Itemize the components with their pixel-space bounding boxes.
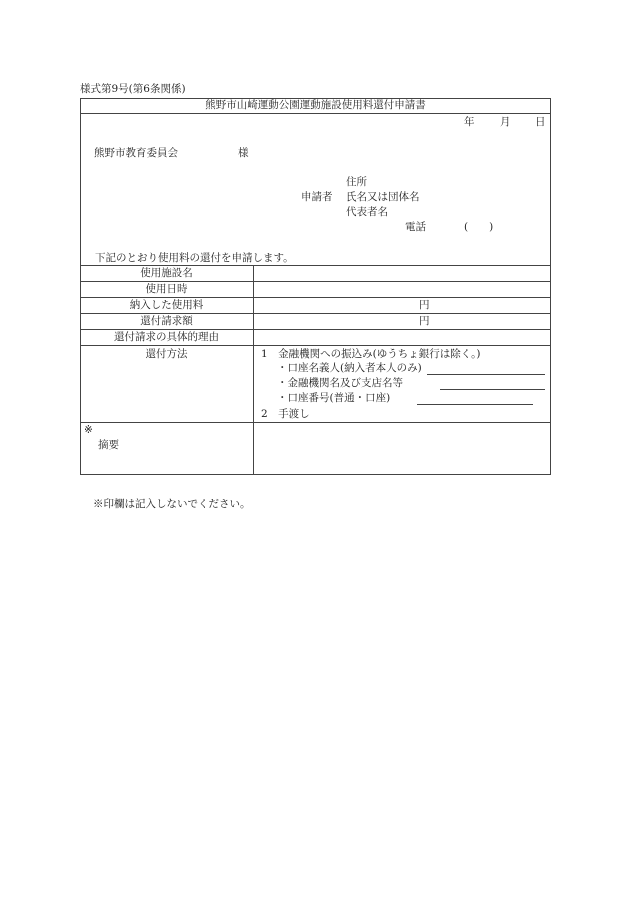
applicant-label: 申請者 — [301, 191, 333, 203]
remarks-label: 摘要 — [98, 439, 119, 451]
addressee-name: 熊野市教育委員会 — [94, 147, 178, 159]
refund-amount-unit: 円 — [419, 315, 430, 327]
bank-branch-label: ・金融機関名及び支店名等 — [277, 377, 403, 389]
addressee-honorific: 様 — [238, 147, 249, 159]
account-holder-line — [427, 374, 545, 375]
row-divider — [80, 265, 551, 266]
intro-text: 下記のとおり使用料の還付を申請します。 — [95, 252, 294, 264]
applicant-phone-label: 電話 — [405, 221, 426, 233]
date-month: 月 — [500, 116, 511, 128]
column-divider — [253, 265, 254, 475]
row-divider — [80, 329, 551, 330]
account-number-line — [417, 404, 533, 405]
account-number-label: ・口座番号(普通・口座) — [277, 392, 391, 404]
bank-branch-line — [440, 389, 545, 390]
date-day: 日 — [535, 116, 546, 128]
row-label-refund-amount: 還付請求額 — [140, 315, 193, 327]
row-divider — [80, 313, 551, 314]
row-label-reason: 還付請求の具体的理由 — [114, 331, 219, 343]
account-holder-label: ・口座名義人(納入者本人のみ) — [277, 362, 422, 374]
row-divider — [80, 422, 551, 423]
row-label-refund-method: 還付方法 — [145, 348, 188, 360]
form-number: 様式第9号(第6条関係) — [80, 83, 186, 95]
applicant-name-label: 氏名又は団体名 — [346, 191, 420, 203]
date-year: 年 — [464, 116, 475, 128]
footnote: ※印欄は記入しないでください。 — [93, 498, 251, 510]
refund-option-transfer: 1 金融機関への振込み(ゆうちょ銀行は除く。) — [261, 348, 481, 360]
form-title: 熊野市山崎運動公園運動施設使用料還付申請書 — [80, 98, 551, 114]
row-divider — [80, 281, 551, 282]
row-label-facility: 使用施設名 — [140, 267, 193, 279]
applicant-representative-label: 代表者名 — [346, 206, 388, 218]
applicant-phone-parens: ( ) — [464, 221, 494, 233]
remarks-mark: ※ — [84, 424, 93, 436]
row-divider — [80, 345, 551, 346]
applicant-address-label: 住所 — [346, 176, 367, 188]
row-label-paid-fee: 納入した使用料 — [129, 299, 204, 311]
refund-option-hand: 2 手渡し — [261, 408, 310, 420]
row-divider — [80, 297, 551, 298]
row-label-datetime: 使用日時 — [145, 283, 188, 295]
paid-fee-unit: 円 — [419, 299, 430, 311]
